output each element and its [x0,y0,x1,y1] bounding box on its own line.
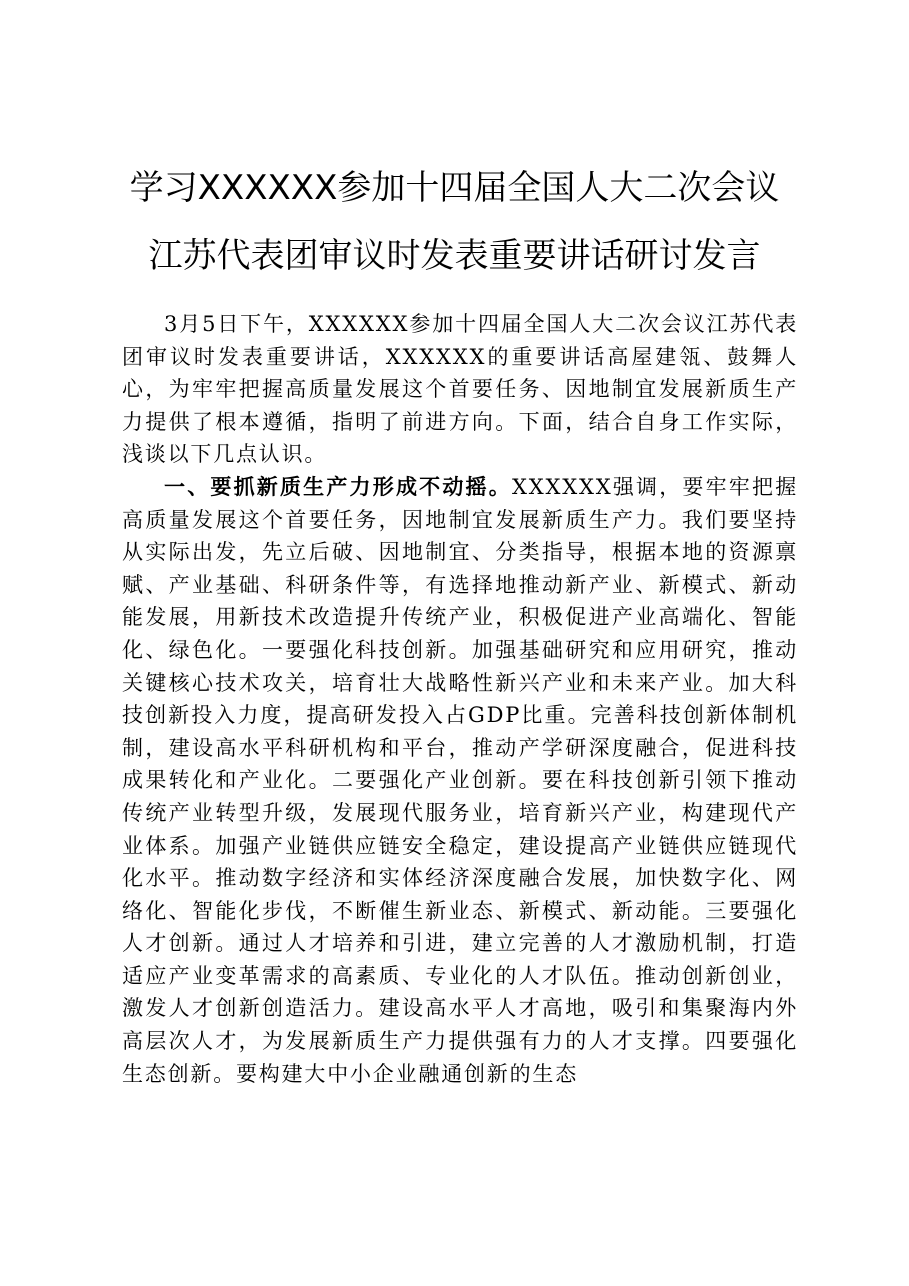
paragraph-intro-text: 3月5日下午，XXXXXX参加十四届全国人大二次会议江苏代表团审议时发表重要讲话，XXXXXX的重要讲话高屋建瓴、鼓舞人心，为牢牢把握高质量发展这个首要任务、因地制宜发展新质生产力提供了根本遵循，指明了前进方向。下面，结合自身工作实际，浅谈以下几点认识。 [122,312,798,467]
paragraph-intro [122,308,798,471]
section-1-heading: 一、要抓新质生产力形成不动摇。 [164,473,512,499]
document-body [122,308,798,1090]
section-1-text: XXXXXX强调，要牢牢把握高质量发展这个首要任务，因地制宜发展新质生产力。我们要坚持从实际出发，先立后破、因地制宜、分类指导，根据本地的资源禀赋、产业基础、科研条件等，有选择地推动新产业、新模式、新动能发展，用新技术改造提升传统产业，积极促进产业高端化、智能化、绿色化。一要强化科技创新。加强基础研究和应用研究，推动关键核心技术攻关，培育壮大战略性新兴产业和未来产业。加大科技创新投入力度，提高研发投入占GDP比重。完善科技创新体制机制，建设高水平科研机构和平台，推动产学研深度融合，促进科技成果转化和产业化。二要强化产业创新。要在科技创新引领下推动传统产业转型升级，发展现代服务业，培育新兴产业，构建现代产业体系。加强产业链供应链安全稳定，建设提高产业链供应链现代化水平。推动数字经济和实体经济深度融合发展，加快数字化、网络化、智能化步伐，不断催生新业态、新模式、新动能。三要强化人才创新。通过人才培养和引进，建立完善的人才激励机制，打造适应产业变革需求的高素质、专业化的人才队伍。推动创新创业，激发人才创新创造活力。建设高水平人才高地，吸引和集聚海内外高层次人才，为发展新质生产力提供强有力的人才支撑。四要强化生态创新。要构建大中小企业融通创新的生态 [122,474,799,1086]
paragraph-section-1 [122,471,798,1090]
document-title-line-2: 江苏代表团审议时发表重要讲话研讨发言 [148,236,761,276]
document-title-line-1: 学习XXXXXX参加十四届全国人大二次会议 [129,168,780,208]
